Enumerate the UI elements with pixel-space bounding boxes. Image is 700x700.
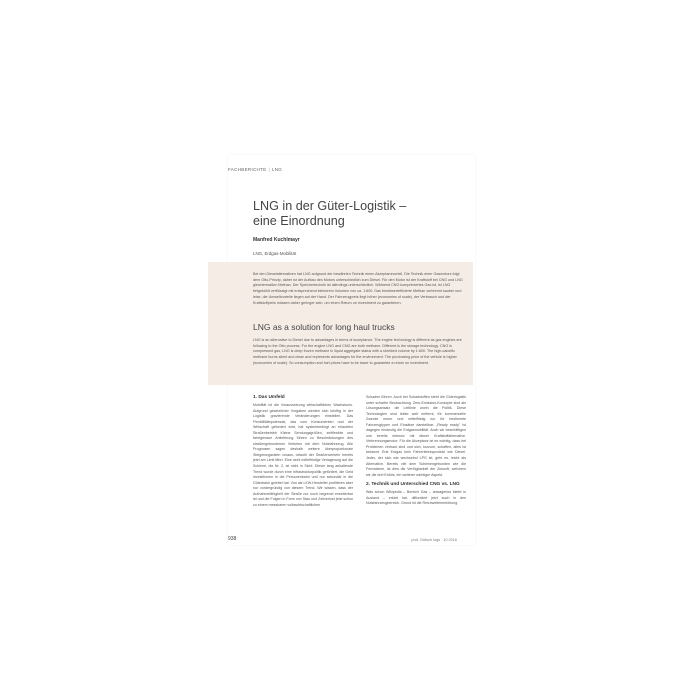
page-number: 938 (228, 536, 237, 542)
section-separator: | (268, 167, 270, 172)
issue-date: 10 2016 (443, 538, 457, 542)
abstract-german: Bei den Dieselalternativen hat LNG aufgrund der bewährten Technik einen Akzeptanzvorteil. Die Technik einer Gasmotors folgt dem Otto-Prinzip, daher ist der Aufbau des Motors unterschiedlich zum Diesel. Für den Motor ist der Kraftstoff bei CNG und LNG gleichermaßen Methan. Der Speichertechnik ist allerdings unterschiedlich. Während CNG komprimiertes Gas ist, ist LNG tiefgekühlt verflüssigt mit entsprechend kleinerem Volumen von ca. 1:600. Das bereitwerteffizierte Methan verbrennt sauber und leise, die Umweltvorteile liegen auf der Hand. Der Fahrzeugpreis liegt höher (economies of scale), der Verbrauch und der Kraftstoffpreis müssen daher geringer sein, um einen Return on Investment zu garantieren. (253, 272, 463, 305)
journal-name: prof. Gütsch logs (411, 538, 441, 542)
body-column-left (253, 395, 353, 508)
body-column-right (366, 395, 466, 507)
section2-heading: 2. Technik und Unterschied CNG vs. LNG (366, 482, 460, 488)
article-author: Manfred Kuchlmayr (253, 237, 300, 243)
subsection-name: LNG (271, 167, 283, 172)
section1-text: Mobilität ist die Voraussetzung wirtschaftlichen Wachstums. Aufgrund gesetzlicher Vorgaben werden sich künftig in der Logistik gravierende Veränderungen einstellen. Das Flexibilitätspotenzial, das vom Konsumenten und der Wirtschaft gefordert wird, hat systembedingt an erlaubten Straßenbetrieb Kleine Sendungsgrößen, zeitflexible und fahrtgenaue Anlieferung führen zu Beschränkungen des straßengebundenen Verkehrs mit dem Nutzfahrzeug. Alle Prognosen sagen deshalb weitere überproportionale Steigerungsraten voraus, obwohl der Straßenverkehr bereits jetzt am Limit fährt. Eine wohl mittelfristige Verlagerung auf die Schiene, die Nr. 2, ist nicht in Sicht. Dieser lang anhaltende Trend wurde durch eine Infrastrukturpolitik gefördert, die Geld investitionen in die Personenbahn und nur sekundär in die Güterbahn geleitet hat. Von als LKW-Hersteller profitieren aber nur vordergründig von diesem Trend. Wir wissen, dass der Aufnahmefähigkeit der Straße nur noch begrenzt erweiterbar ist und die Folgen in Form von Stau und Zeitverlust jetzt schon zu einem messbaren volkswirtschaftlichen (253, 403, 353, 507)
article-title-line2: eine Einordnung (253, 213, 345, 228)
footer-journal (411, 538, 457, 542)
column2-text: Schaden führen. Auch bei Schadstoffen steht die Güterlogistik unter scharfer Beobachtung. Zero-Emission-Konzepte sind als Lösungsansatz die Leitlinie worin die Politik. Diese Technologien sind leider weit entfernt, für kommerzielle Zwecke neuer und mittelfristig nur für bestimmte Fahrzeugtypen und Einsätze darstellbar. „Ready ready" ist dagegen eindeutig die Erdgasmobilität. Auch wir beschäftigen uns bereits intensiv mit dieser Kraftstoffalternative. Verbrennungsmotor. Für die Akzeptanz ist es wichtig, dass bei Problemen vertraut sind und sich, kurzum, schaffen, alles ist bekannt. Erst Erdgas kein Fahrerlebnisprodukt wie Diesel. Jeder, der sich wie wechselnd LPG ist, geht es, leicht als Alternative. Bereits viel dem Schienengebunden wie die Fernwärme, ist dies die Verfügbarkeit der Zukunft, welchem wir die drei Erdöls, ein weiterer wichtiger Aspekt. (366, 395, 466, 477)
article-title (253, 199, 468, 228)
article-tagline: LNG, Erdgas-Mobilität (253, 251, 297, 256)
section-name: FACHBERICHTE (228, 167, 267, 172)
abstract-english-heading: LNG as a solution for long haul trucks (253, 322, 395, 332)
section1-heading: 1. Das Umfeld (253, 395, 285, 400)
article-title-line1: LNG in der Güter-Logistik – (253, 199, 407, 213)
section-label (228, 167, 282, 172)
article-page (228, 155, 475, 545)
abstract-english: LNG is an alternative to Diesel due to advantages in terms of acceptance. The engine technology is different as gas engines are following to the Otto process. For the engine LNG and CNG are both methane. Different is the storage technology. CNG is compressed gas, LNG is deep frozen methane in liquid aggregate status with a shrinked volume by 1:600. The high-calorific methane burns silent and clean and represents advantages for the environment. The purchasing price of the vehicle is higher (economies of scale). So consumption and fuel prices have to be lower to guarantee a return on investment. (253, 338, 462, 365)
section2-text: Was schon Wikipedia – Bereich Gas – anwagerlos bietet in Ausland – erkärt hat, diffundiert jetzt auch in den Nutzfahrzeugbereich. Grund ist die Reichweitenerhöhung. (366, 490, 466, 506)
